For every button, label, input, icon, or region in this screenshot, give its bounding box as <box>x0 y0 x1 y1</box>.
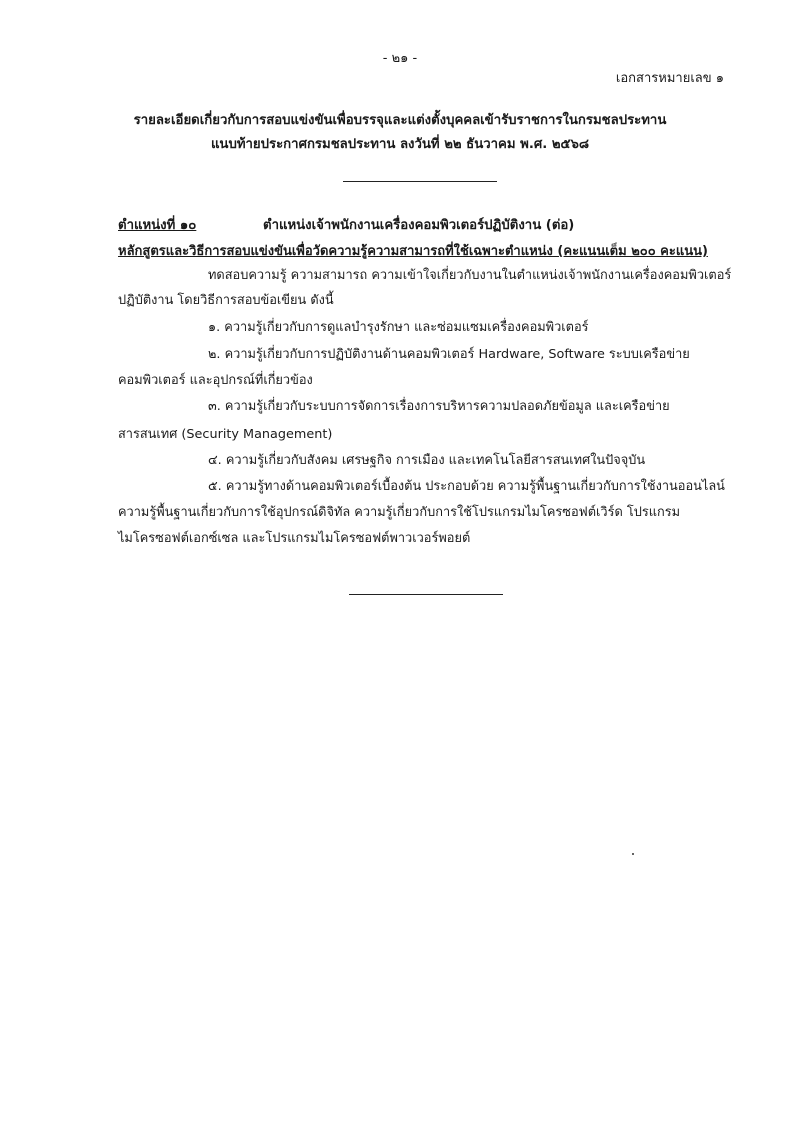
list-item-4: ๔. ความรู้เกี่ยวกับสังคม เศรษฐกิจ การเมือง และเทคโนโลยีสารสนเทศในปัจจุบัน <box>208 453 646 468</box>
page-number: - ๒๑ - <box>382 51 418 66</box>
intro-paragraph-line-2: ปฏิบัติงาน โดยวิธีการสอบข้อเขียน ดังนี้ <box>118 293 334 308</box>
list-item-2-line-1: ๒. ความรู้เกี่ยวกับการปฏิบัติงานด้านคอมพิวเตอร์ Hardware, Software ระบบเครือข่าย <box>208 347 690 362</box>
list-item-5-line-2: ความรู้พื้นฐานเกี่ยวกับการใช้อุปกรณ์ดิจิทัล ความรู้เกี่ยวกับการใช้โปรแกรมไมโครซอฟต์เวิร์ด โปรแกรม <box>118 505 681 520</box>
list-item-2-line-2: คอมพิวเตอร์ และอุปกรณ์ที่เกี่ยวข้อง <box>118 373 313 388</box>
document-title-line-1: รายละเอียดเกี่ยวกับการสอบแข่งขันเพื่อบรรจุและแต่งตั้งบุคคลเข้ารับราชการในกรมชลประทาน <box>133 113 667 128</box>
list-item-5-line-1: ๕. ความรู้ทางด้านคอมพิวเตอร์เบื้องต้น ประกอบด้วย ความรู้พื้นฐานเกี่ยวกับการใช้งานออนไลน์ <box>208 479 725 494</box>
end-divider <box>349 594 503 595</box>
scan-speck <box>632 853 634 855</box>
intro-paragraph-line-1: ทดสอบความรู้ ความสามารถ ความเข้าใจเกี่ยวกับงานในตำแหน่งเจ้าพนักงานเครื่องคอมพิวเตอร์ <box>208 268 732 283</box>
title-divider <box>343 181 497 182</box>
document-title-line-2: แนบท้ายประกาศกรมชลประทาน ลงวันที่ ๒๒ ธันวาคม พ.ศ. ๒๕๖๘ <box>210 137 590 152</box>
list-item-5-line-3: ไมโครซอฟต์เอกซ์เซล และโปรแกรมไมโครซอฟต์พาวเวอร์พอยต์ <box>118 531 471 546</box>
list-item-3-line-1: ๓. ความรู้เกี่ยวกับระบบการจัดการเรื่องการบริหารความปลอดภัยข้อมูล และเครือข่าย <box>208 399 670 414</box>
position-title: ตำแหน่งเจ้าพนักงานเครื่องคอมพิวเตอร์ปฏิบัติงาน (ต่อ) <box>263 218 575 233</box>
course-heading: หลักสูตรและวิธีการสอบแข่งขันเพื่อวัดความรู้ความสามารถที่ใช้เฉพาะตำแหน่ง (คะแนนเต็ม ๒๐๐ คะแนน) <box>118 244 708 259</box>
list-item-3-line-2: สารสนเทศ (Security Management) <box>118 427 333 442</box>
list-item-1: ๑. ความรู้เกี่ยวกับการดูแลบำรุงรักษา และซ่อมแซมเครื่องคอมพิวเตอร์ <box>208 320 589 335</box>
document-number: เอกสารหมายเลข ๑ <box>615 71 724 86</box>
position-label: ตำแหน่งที่ ๑๐ <box>118 218 197 233</box>
